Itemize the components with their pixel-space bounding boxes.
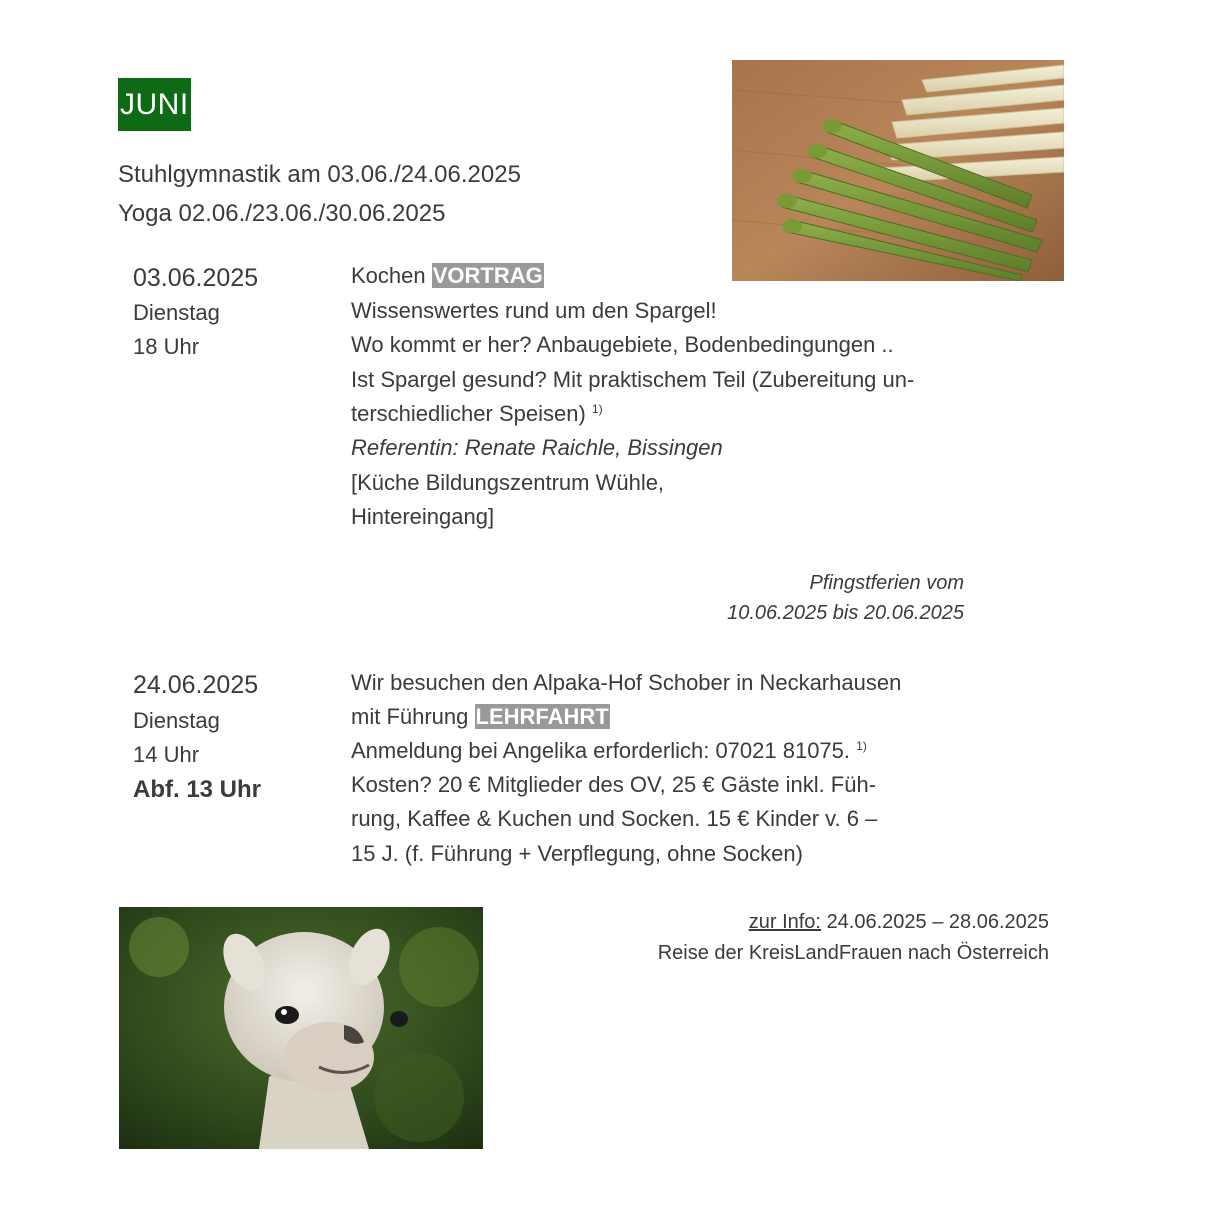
event2-tag-badge: LEHRFAHRT (475, 704, 609, 729)
asparagus-photo (732, 60, 1064, 281)
event1-location-2: Hintereingang] (351, 504, 495, 529)
intro-line-chair-gym: Stuhlgymnastik am 03.06./24.06.2025 (118, 161, 521, 188)
event1-location: [Küche Bildungszentrum Wühle, (351, 470, 665, 495)
event2-registration-line (351, 734, 867, 769)
event1-footnote: 1) (591, 402, 603, 416)
event2-weekday: Dienstag (133, 708, 220, 733)
event2-date: 24.06.2025 (133, 671, 259, 699)
event1-speaker: Referentin: Renate Raichle, Bissingen (351, 435, 723, 460)
holiday-note-line2: 10.06.2025 bis 20.06.2025 (727, 602, 964, 624)
event2-line: Anmeldung bei Angelika erforderlich: 07021 81075. (351, 738, 851, 763)
info-dates: 24.06.2025 – 28.06.2025 (826, 911, 1049, 933)
event1-tag-badge: VORTRAG (432, 263, 543, 288)
holiday-note-line1: Pfingstferien vom (809, 572, 964, 594)
event2-time: 14 Uhr (133, 742, 200, 767)
event2-title-line (351, 700, 610, 735)
event1-line: Wissenswertes rund um den Spargel! (351, 298, 717, 323)
event2-line: mit Führung (351, 704, 469, 729)
event1-date: 03.06.2025 (133, 264, 259, 292)
info-line (749, 907, 1049, 937)
event1-line-last (351, 397, 603, 432)
event1-line: Ist Spargel gesund? Mit praktischem Teil (Zubereitung un- (351, 367, 915, 392)
event1-line: terschiedlicher Speisen) (351, 401, 586, 426)
alpaca-photo (119, 907, 483, 1149)
event2-line: Wir besuchen den Alpaka-Hof Schober in Neckarhausen (351, 670, 902, 695)
event1-weekday: Dienstag (133, 300, 220, 325)
event1-title-line (351, 259, 544, 294)
event2-line: 15 J. (f. Führung + Verpflegung, ohne Socken) (351, 841, 803, 866)
event2-footnote: 1) (856, 739, 867, 753)
info-label: zur Info: (748, 911, 821, 933)
event2-line: rung, Kaffee & Kuchen und Socken. 15 € Kinder v. 6 – (351, 806, 878, 831)
event2-departure: Abf. 13 Uhr (133, 776, 262, 803)
event1-time: 18 Uhr (133, 334, 200, 359)
info-text: Reise der KreisLandFrauen nach Österreich (657, 942, 1049, 964)
event2-line: Kosten? 20 € Mitglieder des OV, 25 € Gäste inkl. Füh- (351, 772, 877, 797)
intro-line-yoga: Yoga 02.06./23.06./30.06.2025 (118, 200, 446, 227)
month-heading: JUNI (118, 78, 191, 131)
event1-line: Wo kommt er her? Anbaugebiete, Bodenbedingungen .. (351, 332, 894, 357)
event1-category: Kochen (351, 263, 426, 288)
